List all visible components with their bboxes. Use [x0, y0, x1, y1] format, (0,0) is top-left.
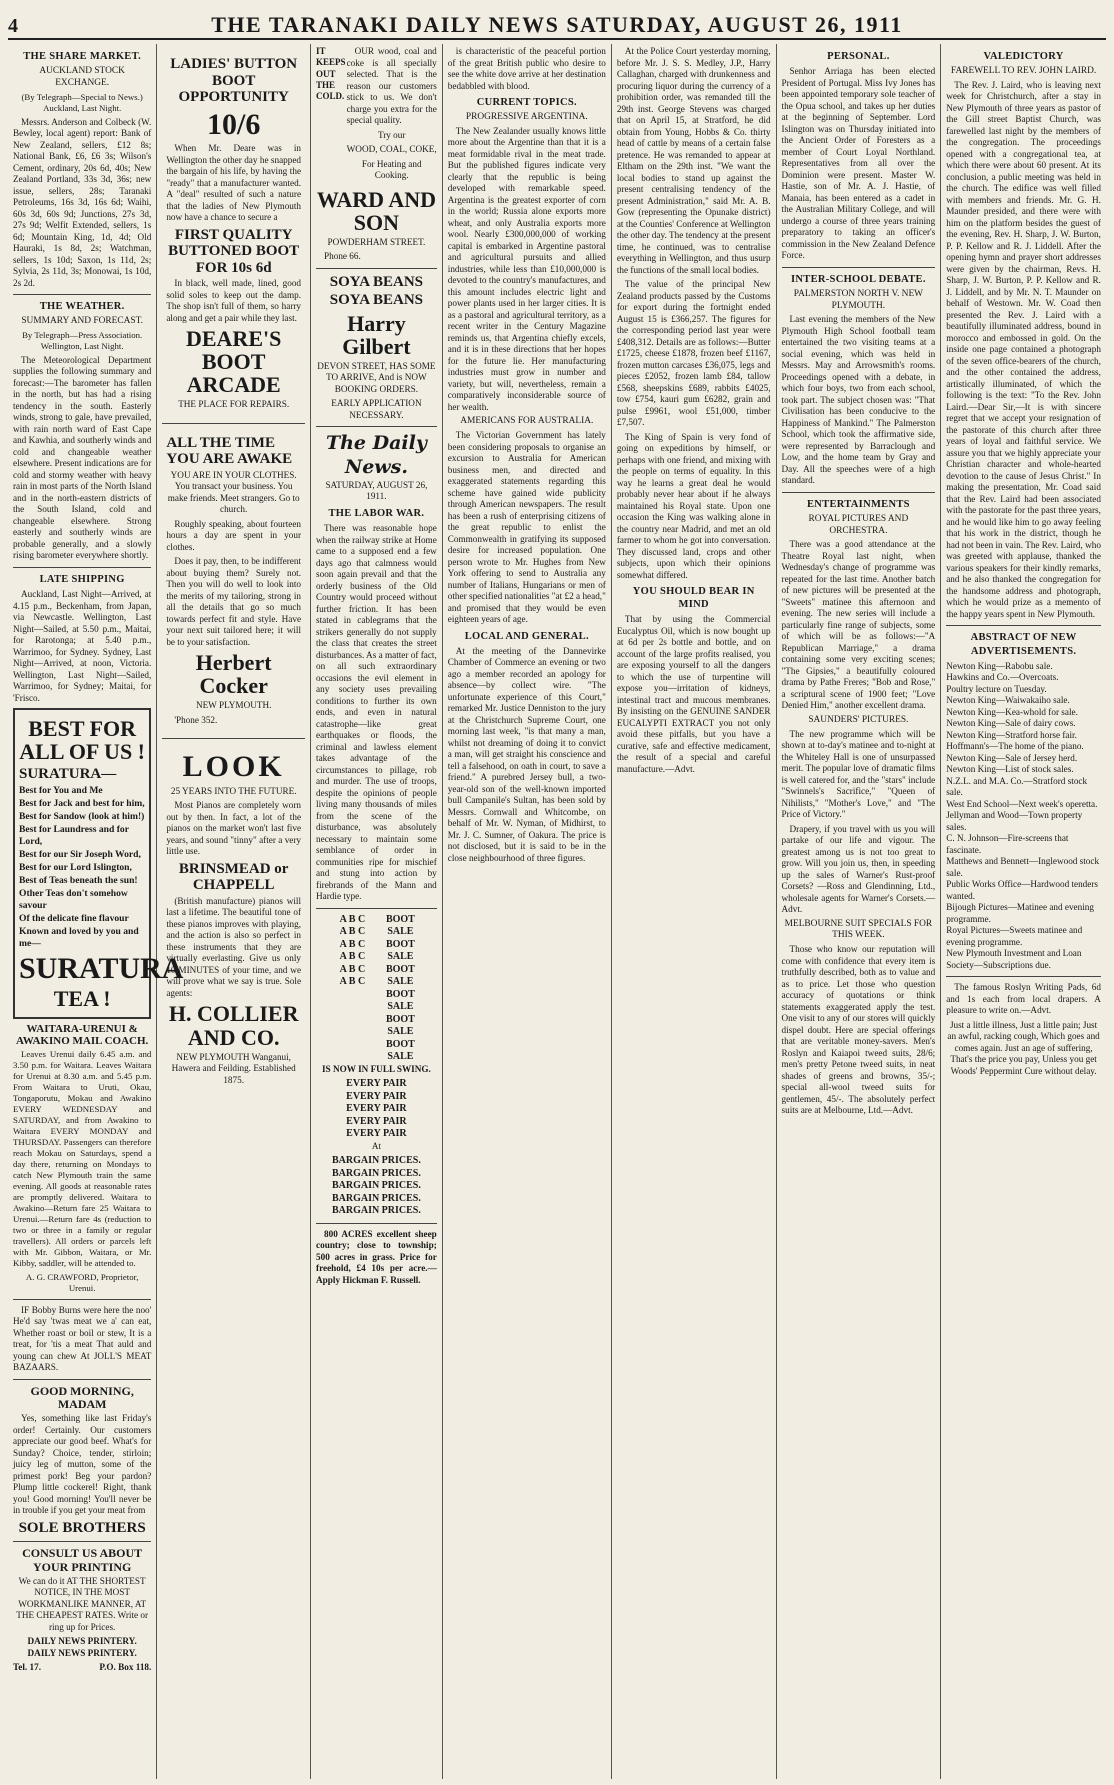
divider	[162, 738, 305, 739]
abstract-item: Newton King—Sale of Jersey herd.	[946, 752, 1078, 763]
royal-pictures-heading: ROYAL PICTURES AND ORCHESTRA.	[808, 513, 909, 536]
verse-line: Best for Laundress and for Lord,	[19, 823, 129, 847]
printing-box: P.O. Box 118.	[99, 1662, 152, 1673]
suratura-brand: SURATURA	[19, 951, 184, 985]
verse-line: Best for our Lord Islington,	[19, 861, 132, 873]
verse-line: Known and loved by you and me—	[19, 925, 139, 949]
first-quality-headline: FIRST QUALITY BUTTONED BOOT FOR 10s 6d	[168, 226, 300, 276]
verse-line: Of the delicate fine flavour	[19, 912, 129, 924]
abstract-item: Hoffmann's—The home of the piano.	[946, 741, 1084, 752]
roslyn-ad: The famous Roslyn Writing Pads, 6d and 1s each from local drapers. A pleasure to write on.—Advt.	[946, 982, 1101, 1016]
column-3	[311, 44, 443, 1779]
abstract-item: Newton King—List of stock sales.	[946, 764, 1074, 775]
bear-in-mind-body: That by using the Commercial Eucalyptus Oil, which is now bought up at 6d per 2s bottle and bottle, and on account of the large profits realised, you are exposing yourself to all the dangers to which the use of turpentine will expose you—irritation of kidneys, intestinal tract and mucous membranes. By insisting on the GENUINE SANDER EUCALYPTI EXTRACT you not only avoid these pitfalls, but you have a curative, safe and effective medicament, the result of a special and careful manufacture.—Advt.	[616, 614, 771, 774]
wood-for: For Heating and Cooking.	[361, 158, 422, 180]
every-pair-line: EVERY PAIR	[346, 1103, 407, 1114]
piano-brands: BRINSMEAD or CHAPPELL	[178, 860, 289, 894]
verse-line: Other Teas don't somehow savour	[19, 887, 128, 911]
printing-body: We can do it AT THE SHORTEST NOTICE, IN THE MOST WORKMANLIKE MANNER, AT THE CHEAPEST RATES. Write or ring up for Prices.	[16, 1575, 149, 1632]
abc-stack	[331, 914, 373, 1064]
wood-try: Try our	[377, 129, 406, 140]
printing-telephone: Tel. 17.	[13, 1662, 41, 1673]
ward-phone: Phone 66.	[324, 251, 361, 262]
column-6	[777, 44, 942, 1779]
ladies-boot-headline: LADIES' BUTTON BOOT OPPORTUNITY	[170, 56, 298, 105]
abc-line: A B C	[339, 951, 366, 962]
boot-sale-line: BOOT SALE	[385, 963, 415, 987]
suratura-ad	[13, 708, 184, 1019]
americans-heading: AMERICANS FOR AUSTRALIA.	[460, 416, 594, 427]
page-number: 4	[8, 15, 18, 37]
collier-headline: H. COLLIER AND CO.	[168, 1001, 299, 1050]
cocker-town: NEW PLYMOUTH.	[195, 700, 272, 711]
suratura-sub: SURATURA—	[19, 766, 117, 783]
boot-sale-block	[331, 914, 421, 1064]
labor-war-body: There was reasonable hope when the railway strike at Home came to a supposed end a few days ago that calmness would soon again prevail and that the orderly business of the Old Country would proceed without further friction. It has been stated in cablegrams that the strikers generally do not supply the class that creates the street disturbances. As a matter of fact, on all such extraordinary occasions the evil element in any society uses prevailing conditions to further its own ends, and even in natural catastrophe—like great earthquakes or floods, the criminal and lawless element takes advantage of the circumstances to pillage, rob and murder. The use of troops, despite the opinions of people living many thousands of miles from the scene of the disturbance, was absolutely necessary to maintain some semblance of order in communities ripe for mischief and stung into action by firebrands of the Mann and Hardie type.	[316, 523, 437, 901]
divider	[946, 625, 1101, 626]
debate-sub: PALMERSTON NORTH V. NEW PLYMOUTH.	[793, 288, 924, 311]
look-sub: 25 YEARS INTO THE FUTURE.	[170, 785, 297, 796]
awake-body-3: Does it pay, then, to be indifferent about buying them? Surely not. Then you will do well to look into the merits of my tailoring, strong in all the details that go so much towards perfect fit and style. Have your next suit tailored here; it will be to your satisfaction.	[166, 556, 302, 647]
lead-continuation: is characteristic of the peaceful portion of the great British public who desire to see the white dove arrive at her destination bedabbled with blood.	[447, 46, 606, 91]
paper-nameplate: The Daily News.	[325, 432, 427, 479]
shipping-heading: LATE SHIPPING	[39, 573, 125, 585]
ladies-boot-ad	[162, 50, 305, 418]
weather-byline: By Telegraph—Press Association. Wellington, Last Night.	[22, 329, 143, 351]
suratura-tea: TEA !	[53, 986, 111, 1012]
gilbert-body: DEVON STREET, HAS SOME TO ARRIVE, And is NOW BOOKING ORDERS.	[317, 360, 436, 394]
valedictory-heading: VALEDICTORY	[983, 51, 1064, 62]
boot-sale-line: BOOT SALE	[385, 988, 415, 1012]
ward-headline: WARD AND SON	[316, 186, 436, 235]
divider	[946, 976, 1101, 977]
local-general-body: At the meeting of the Dannevirke Chamber of Commerce an evening or two ago a member recorded an apology for absence—by collect wire. "The unfortunate experience of this Court," remarked Mr. Justice Denniston to the jury at the Christchurch Supreme Court, one morning last week, "is that many a man, whilst not dreaming of doing it to convict a man, will get straight his conscience and tell a falsehood, on oath in court, to save a friend." A purebred Jersey bull, a two-year-old son of the well-known imported bull Campanile's Sultan, has been sold by Messrs. Cornwall and Whitcombe, on behalf of Mr. W. Nyman, of Midhirst, to Mr. J. C. Sumner, of Oakura. The price is not disclosed, but it is said to be in the close neighbourhood of three figures.	[447, 645, 606, 863]
abstract-item: Newton King—Rabobu sale.	[946, 660, 1053, 671]
suratura-headline: BEST FOR ALL OF US !	[19, 716, 146, 765]
abstract-item: Newton King—Kea-whold for sale.	[946, 706, 1078, 717]
abc-line: A B C	[339, 913, 366, 925]
personal-body: Senhor Arriaga has been elected President of Portugal. Miss Ivy Jones has been appointed temporary sole teacher of the Opua school, and takes up her duties at the beginning of September. Lord Islington was on Thursday initiated into the Ancient Order of Foresters as a member of Court Loyal Northland. Representatives from all over the Dominion were present. Master W. Hastie, son of Mr. A. J. Hastie, of Manaia, has been entered as a cadet in the Australian Military College, and will undergo a course of three years training preparatory to taking an officer's commission in the New Zealand Defence Force.	[781, 66, 936, 261]
divider	[782, 267, 936, 268]
bargain-line: BARGAIN PRICES.	[331, 1192, 421, 1204]
labor-war-heading: THE LABOR WAR.	[328, 507, 425, 519]
abstract-item: Poultry lecture on Tuesday.	[946, 683, 1047, 694]
ward-street: POWDERHAM STREET.	[327, 236, 426, 247]
abstract-heading: ABSTRACT OF NEW ADVERTISEMENTS.	[970, 632, 1077, 657]
is-now-full-swing: IS NOW IN FULL SWING.	[321, 1063, 431, 1074]
awake-body: YOU ARE IN YOUR CLOTHES. You transact your business. You make friends. Meet strangers. Go to church.	[167, 469, 300, 515]
abc-line: A B C	[339, 938, 366, 950]
verse-line: Best for You and Me	[19, 784, 103, 796]
deare-sub: THE PLACE FOR REPAIRS.	[178, 399, 290, 410]
verse-line: Best for our Sir Joseph Word,	[19, 848, 141, 860]
bargain-line: BARGAIN PRICES.	[331, 1167, 421, 1179]
abstract-list	[946, 661, 1101, 972]
argentina-heading: PROGRESSIVE ARGENTINA.	[465, 112, 588, 123]
first-quality-body: In black, well made, lined, good solid soles to keep out the damp. The shop isn't full of them, so harry along and get a pair while they last.	[166, 278, 302, 323]
collier-sub: NEW PLYMOUTH Wanganui, Hawera and Feilding. Established 1875.	[171, 1051, 296, 1085]
abstract-item: Newton King—Waiwakaiho sale.	[946, 695, 1070, 706]
coach-body: Leaves Urenui daily 6.45 a.m. and 3.50 p.m. for Waitara. Leaves Waitara for Urenui at 8.30 a.m. and 5.45 p.m. From Waitara to Uruti, Okau, Tongaporutu, Mokau and Awakino EVERY WEDNESDAY and SATURDAY, and from Awakino to Waitara EVERY MONDAY and THURSDAY. Passengers can therefore reach Mokau on Saturdays, spend a day there, returning on Mondays to catch New Plymouth train the same evening. All goods at reasonable rates are promptly delivered. Waitara to Awakino—Return fare 25 Waitara to Urenui.—Return fare 4s (reduction to two or three in a family or regular travellers). All orders or parcels left with Mr. Gibbon, Waitara, or Mr. Kibby, saddler, will be attended to.	[13, 1049, 152, 1269]
masthead	[8, 0, 1106, 40]
boot-sale-line: BOOT SALE	[385, 938, 415, 962]
madam-heading: GOOD MORNING, MADAM	[30, 1383, 134, 1412]
soya-line-2: SOYA BEANS	[329, 292, 424, 309]
boot-sale-stack	[379, 914, 421, 1064]
divider	[782, 492, 936, 493]
wood-items: WOOD, COAL, COKE,	[346, 144, 437, 154]
abstract-item: New Plymouth Investment and Loan Society—Subscriptions due.	[946, 948, 1082, 970]
bargain-line: BARGAIN PRICES.	[331, 1155, 421, 1166]
peppermint-verse: Just a little illness, Just a little pain; Just an awful, racking cough, Which goes and comes again. Just an age of suffering, That's the price you pay, Unless you get Woods' Peppermint Cure without delay.	[947, 1019, 1100, 1076]
columns	[8, 44, 1106, 1779]
divider	[316, 1223, 437, 1224]
abc-line: A B C	[339, 926, 366, 937]
divider	[13, 1541, 151, 1542]
at-label: At	[371, 1140, 381, 1151]
column-2	[157, 44, 311, 1779]
abstract-item: West End School—Next week's operetta.	[946, 798, 1098, 809]
abstract-item: Royal Pictures—Sweets matinee and evening programme.	[946, 925, 1083, 947]
every-pair-line: EVERY PAIR	[346, 1090, 407, 1102]
valedictory-sub: FAREWELL TO REV. JOHN LAIRD.	[950, 66, 1097, 77]
column-5	[612, 44, 777, 1779]
burns-ad: IF Bobby Burns were here the noo' He'd say 'twas meat we a' can eat, Whether roast or boil or stew, It is a treat, for 'tis a meat That auld and young can chew At JOLL'S MEAT BAZAARS.	[13, 1304, 152, 1373]
gilbert-headline: Harry Gilbert	[342, 310, 411, 359]
shipping-body: Auckland, Last Night—Arrived, at 4.15 p.m., Beckenham, from Japan, via Newcastle. Wellington, Last Night—Sailed, at 5.50 p.m., Maitai, for Rarotonga; at 5.40 p.m., Warrimoo, for Sydney. Sydney, Last Night—Arrived, at noon, Victoria. Wellington, Last Night—Sailed, Warrimoo, for Sydney; Maitai, for 'Frisco.	[13, 589, 152, 703]
cocker-name: Herbert Cocker	[195, 650, 272, 699]
verse-line: Best for Jack and best for him,	[19, 797, 145, 809]
divider	[316, 268, 437, 269]
argentina-body: The New Zealander usually knows little more about the Argentine than that it is a meat formidable rival in the meat trade. But the published figures indicate very clearly that the republic is being developed with remarkable speed. Argentina is the greatest exporter of corn in the world; Russia alone exports more wheat, and only Australia exports more wool. Nearly £300,000,000 of working capital is embarked in Argentine pastoral and agricultural pursuits and allied industries, while less than £10,000,000 is devoted to the country's manufactures, and this amount includes electric light and power plants used in her larger cities. It is as a pastoral and agricultural territory, as a recent writer in the Century Magazine reminds us, that Argentina chiefly excels, and it is in these directions that her hopes for the future lie. Her manufacturing industries must grow in number and variety, but will, nevertheless, remain a comparatively inconsiderable source of her wealth.	[447, 125, 606, 412]
boot-sale-line: BOOT SALE	[385, 1013, 415, 1037]
masthead-title: THE TARANAKI DAILY NEWS SATURDAY, AUGUST 26, 1911	[211, 12, 903, 37]
divider	[13, 294, 151, 295]
acres-ad: 800 ACRES excellent sheep country; close to township; 500 acres in grass. Price for freehold, £4 10s per acre.—Apply Hickman F. Russell.	[316, 1228, 437, 1285]
weather-sub: SUMMARY AND FORECAST.	[21, 316, 143, 327]
sole-brothers: SOLE BROTHERS	[18, 1519, 146, 1536]
suratura-verse	[19, 785, 145, 950]
saunders-heading: SAUNDERS' PICTURES.	[808, 714, 909, 725]
divider	[162, 423, 305, 424]
divider	[13, 1379, 151, 1380]
entertainments-heading: ENTERTAINMENTS	[806, 498, 910, 510]
abstract-item: Newton King—Stratford horse fair.	[946, 729, 1077, 740]
printing-contacts	[13, 1662, 151, 1674]
abstract-item: Hawkins and Co.—Overcoats.	[946, 672, 1059, 683]
boot-sale-line: BOOT SALE	[385, 913, 415, 937]
valedictory-body: The Rev. J. Laird, who is leaving next week for Christchurch, after a stay in New Plymouth of three years as pastor of the Gill street Baptist Church, was farewelled last night by the members of the congregation. The proceedings opened with a congregational tea, at which there were about 60 present. At its conclusion, a public meeting was held in the church. The edifice was well filled with members and friends. Mr. G. H. Maunder presided, and there were with him on the platform besides the guest of the evening, Rev. H. Sharp, J. W. Burton, P. P. Kellow and R. J. Liddell. After the opening hymn and prayer short addresses were given by the chairman, Revs. H. Sharp, J. W. Burton, P. P. Kellow and R. J. Liddell, and by Mr. N. T. Maunder on behalf of Westown. Mr. W. Coad then presented the Rev. J. Laird with a beautifully illuminated address, bound in morocco and embossed in gold. On the inside one page contained a photograph of the seven office-bearers of the church, and the other contained the address, artistically illuminated, of which the following is the text: "To the Rev. John Laird.—Dear Sir,—It is with sincere regret that we accept your resignation of the pastorate of this church after three years of loyal and faithful service. We assure you that we highly appreciate your Christian character and whole-hearted devotion to the cause of Jesus Christ." In making the presentation, Mr. Coad said that the Rev. Laird had been associated with the pastorate for the past three years, and he would like him to go away feeling that his work in the district, though he had not been in vain. The Rev. Laird, who was greeted with applause, thanked the various speakers for their kindly remarks, and he also thanked the congregation for the handsome address and photograph, which he would prize as a memento of the happy years spent in New Plymouth.	[946, 79, 1101, 619]
local-general-heading: LOCAL AND GENERAL.	[464, 630, 589, 642]
abstract-item: N.Z.L. and M.A. Co.—Stratford stock sale.	[946, 775, 1088, 798]
bargain-line: BARGAIN PRICES.	[331, 1205, 421, 1216]
abstract-item: Matthews and Bennett—Inglewood stock sale.	[946, 856, 1100, 878]
abstract-item: Newton King—Sale of dairy cows.	[946, 718, 1076, 729]
divider	[13, 1299, 151, 1300]
weather-heading: THE WEATHER.	[39, 301, 125, 313]
printing-footer: DAILY NEWS PRINTERY. DAILY NEWS PRINTERY.	[27, 1636, 137, 1658]
deare-headline: DEARE'S BOOT ARCADE	[185, 326, 282, 398]
exports-body: The value of the principal New Zealand products passed by the Customs for export during the fortnight ended August 15 is £366,257. The figures for the corresponding period last year were £408,312. Details are as follows:—Butter £1725, cheese £1878, frozen beef £1167, frozen mutton carcases £36,075, legs and pieces £2052, frozen lamb £84, tallow £568, sheepskins £689, rabbits £4025, tow £754, kauri gum £6282, grain and pulse £9961, wool £51,000, timber £7,507.	[616, 279, 771, 427]
bear-in-mind-heading: YOU SHOULD BEAR IN MIND	[632, 586, 755, 611]
drapery-body: Drapery, if you travel with us you will partake of our life and vigour. The greatest among us is not too great to grow. Will you join us, then, in speeding up the sales of Warner's Rust-proof Corsets? —Ross and Glendinning, Ltd., wholesale agents for Warner's Corsets.—Advt.	[781, 823, 936, 915]
abc-line: A B C	[339, 976, 366, 987]
piano-body: (British manufacture) pianos will last a lifetime. The beautiful tone of these pianos improves with playing, and the action is also so perfect in these instruments that they are virtually everlasting. Give us only 10 MINUTES of your time, and we will prove what we say is true. Sole agents:	[166, 895, 302, 998]
suits-body: Those who know our reputation will come with confidence that every item is truthfully described, both as to value and as to price. Let those who question accuracy of quotations or think statements exaggerated apply the test. One visit to any of our stores will quickly dispel doubt. Here are special offerings that are veritable money-savers. Men's Roslyn and Kaiapoi tweed suits, 28/6; men's pretty Petone tweed suits, in neat shades of greens and browns, 35/-; special all-wool tweed suits for gentlemen, 45/-. The absolutely perfect suits are at Melbourne, Ltd.—Advt.	[781, 944, 936, 1116]
suits-heading: MELBOURNE SUIT SPECIALS FOR THIS WEEK.	[784, 918, 933, 941]
awake-body-2: Roughly speaking, about fourteen hours a day are spent in your clothes.	[166, 518, 302, 552]
madam-body: Yes, something like last Friday's order! Certainly. Our customers appreciate our good beef. What's for Sunday? Choice, tender, stirloin; juicy leg of mutton, some of the primest pork! Beg your pardon? Plump little cockerel! Right, thank you! Good morning! You'll never be in trouble if you get your meat from	[13, 1413, 152, 1516]
keeps-out-cold: IT KEEPS OUT THE COLD.	[316, 46, 346, 101]
every-pair-line: EVERY PAIR	[346, 1115, 407, 1127]
column-4	[443, 44, 612, 1779]
wood-body: OUR wood, coal and coke is all specially selected. That is the reason our customers stick to us. We don't charge you extra for the special quality.	[346, 46, 437, 125]
coach-heading: WAITARA-URENUI & AWAKINO MAIL COACH.	[15, 1023, 149, 1048]
every-pair-line: EVERY PAIR	[346, 1078, 407, 1089]
verse-line: Best for Sandow (look at him!)	[19, 810, 145, 822]
column-1	[8, 44, 184, 1779]
abstract-item: C. N. Johnson—Fire-screens that fascinate.	[946, 833, 1069, 855]
royal-pictures-body: There was a good attendance at the Theatre Royal last night, when Wednesday's change of programme was repeated for the last time. Another batch of new pictures will be presented at the "Sweets" matinee this afternoon and evening. The new series will include a particularly fine range of subjects, some of which will be as follows:—"A Republican Marriage," a drama containing some very exciting scenes; "The Gipsies," a beautifully coloured drama by Pathe Freres; "Bob and Rose," a scriptural scene of 1900 feet; "Love Denied Him," another excellent drama.	[781, 539, 936, 711]
every-pair-line: EVERY PAIR	[346, 1128, 407, 1139]
gilbert-foot: EARLY APPLICATION NECESSARY.	[331, 398, 422, 420]
ladies-boot-body: When Mr. Deare was in Wellington the other day he snapped the bargain of his life, by having the "ready" that a manufacturer wanted. A "deal" resulted of such a nature that the ladies of New Plymouth now have a chance to secure a	[166, 143, 302, 222]
police-court-body: At the Police Court yesterday morning, before Mr. J. S. S. Medley, J.P., Harry Callaghan, charged with drunkenness and procuring liquor during the currency of a prohibition order, was remanded till the 29th inst. George Stevens was charged that on April 15, at Stratford, he did obtain from Young, Hobbs & Co. thirty head of cattle by means of a certain false pretence. He was remanded to appear at Eltham on the 29th inst. "We want the local bodies to stand up against the present centralising tendency of the present Administration," said Mr. A. B. Gow (representing the Opunake district) at the Counties' Conference at Wellington the other day. The tendency at the present time, he continued, was to centralise everything in Wellington, and thus usurp the functions of the small local bodies.	[616, 46, 771, 275]
bargain-line: BARGAIN PRICES.	[331, 1180, 421, 1191]
current-topics-heading: CURRENT TOPICS.	[476, 97, 577, 108]
ward-ad	[316, 46, 437, 185]
coach-signature: A. G. CRAWFORD, Proprietor, Urenui.	[25, 1272, 139, 1293]
paper-date: SATURDAY, AUGUST 26, 1911.	[325, 479, 428, 502]
cocker-ad	[162, 429, 305, 734]
share-market-sub: AUCKLAND STOCK EXCHANGE.	[39, 66, 125, 88]
boot-sale-line: BOOT SALE	[385, 1038, 415, 1062]
collier-ad	[162, 744, 305, 1093]
divider	[13, 567, 151, 568]
share-body: Messrs. Anderson and Colbeck (W. Bewley, local agent) report: Bank of New Zealand, sellers, £12 8s; National Bank, £6, £6 3s; Wilson's Cement, ordinary, 20s 6d, 40s; New Zealand Portland, 33s 3d, 36s; new issue, sellers, 28s; Taranaki Petroleums, 16s 3d, 16s 6d; Waihi, 60s 3d, 60s 9d; Junctions, 27s 3d, 27s 9d; Welfit Extended, sellers, 1s 6d; Mountain King, 1d, 4d; Old Hauraki, 1s 8d, 2s; Watchman, sellers, 1s 10d; Saxon, 1s 11d, 2s; Sylvia, 2s 11d, 3s; Monowai, 1s 10d, 2s 2d.	[13, 116, 152, 288]
look-body: Most Pianos are completely worn out by then. In fact, a lot of the pianos on the market won't last five years, and sound "tinny" after a very little use.	[166, 800, 302, 857]
ward-ad-body	[347, 46, 437, 185]
abstract-item: Jellyman and Wood—Town property sales.	[946, 810, 1083, 832]
abc-line: A B C	[339, 963, 366, 975]
cocker-phone: 'Phone 352.	[174, 714, 218, 725]
personal-heading: PERSONAL.	[827, 51, 890, 62]
saunders-body: The new programme which will be shown at to-day's matinee and to-night at the Whiteley Hall is one of unsurpassed merit. The popular love of dramatic films is well catered for, and the "stars" include "Swinnels's Sacrifice," "Queen of Nihilists," "Mother's Love," and "The Price of Victory."	[781, 728, 936, 820]
every-pair-stack	[316, 1078, 437, 1141]
bargain-stack	[316, 1155, 437, 1218]
column-7	[941, 44, 1106, 1779]
americans-body: The Victorian Government has lately been considering proposals to organise an excursion to Australia for American business men, and directed and exaggerated statements regarding this scheme have gained wide publicity through American newspapers. The result has been a rush of enterprising citizens of the great republic to enlist the Commonwealth in gratifying its supposed desire for increased population. One person wrote to Mr. Hughes from New York offering to send to Australia any number of Italians, Hungarians or men of other specified nationalities "at £2 a head," and promised that they would be even eighteen years of age.	[447, 430, 606, 625]
soya-line-1: SOYA BEANS	[329, 273, 424, 290]
abstract-item: Bijough Pictures—Matinee and evening programme.	[946, 902, 1094, 924]
share-market-heading: THE SHARE MARKET.	[23, 51, 142, 62]
weather-body: The Meteorological Department supplies the following summary and forecast:—The barometer has fallen in the north, but has had a rising tendency in the south. Easterly winds, strong to gale, have prevailed, with rain north ward of East Cape and Kawhia, and southerly winds and cold and changeable weather elsewhere. Present indications are for cold and stormy weather with heavy rain in most parts of the North Island and in the north-eastern districts of the South Island, cold and changeable elsewhere. Strong easterly and southerly winds are probable generally, and a slowly rising barometer everywhere shortly.	[13, 354, 152, 561]
verse-line: Best of Teas beneath the sun!	[19, 874, 138, 886]
king-spain-body: The King of Spain is very fond of going on expeditions by himself, or perhaps with one friend, and mixing with the people on terms of equality. In this way he learns a great deal he would probably never hear about if he always maintained his Royal state. Upon one occasion the King was walking alone in the country near Madrid, and met an old farmer to whom he got into conversation. They discussed land, crops and other subjects, upon which their opinions somewhat differed.	[616, 431, 771, 580]
divider	[316, 426, 437, 427]
debate-body: Last evening the members of the New Plymouth High School football team entertained the two visiting teams at a social evening, which was held in Messrs. May and Arrowsmith's rooms. Proceedings opened with a debate, in which four boys, two from each school, took part. The subject chosen was: "That Civilisation has been conducive to the Happiness of Mankind." The Palmerston School, which took the affirmative side, were represented by Barraclough and Low, and the home team by Gray and Day. All the speeches were of a high standard.	[781, 314, 936, 486]
debate-heading: INTER-SCHOOL DEBATE.	[791, 273, 926, 285]
abstract-item: Public Works Office—Hardwood tenders wanted.	[946, 879, 1098, 901]
share-byline: (By Telegraph—Special to News.) Auckland, Last Night.	[21, 91, 143, 113]
look-headline: LOOK	[182, 750, 285, 784]
awake-headline: ALL THE TIME YOU ARE AWAKE	[166, 434, 293, 468]
divider	[316, 908, 437, 909]
ladies-boot-price: 10/6	[207, 107, 261, 141]
printing-heading: CONSULT US ABOUT YOUR PRINTING	[22, 1546, 143, 1574]
